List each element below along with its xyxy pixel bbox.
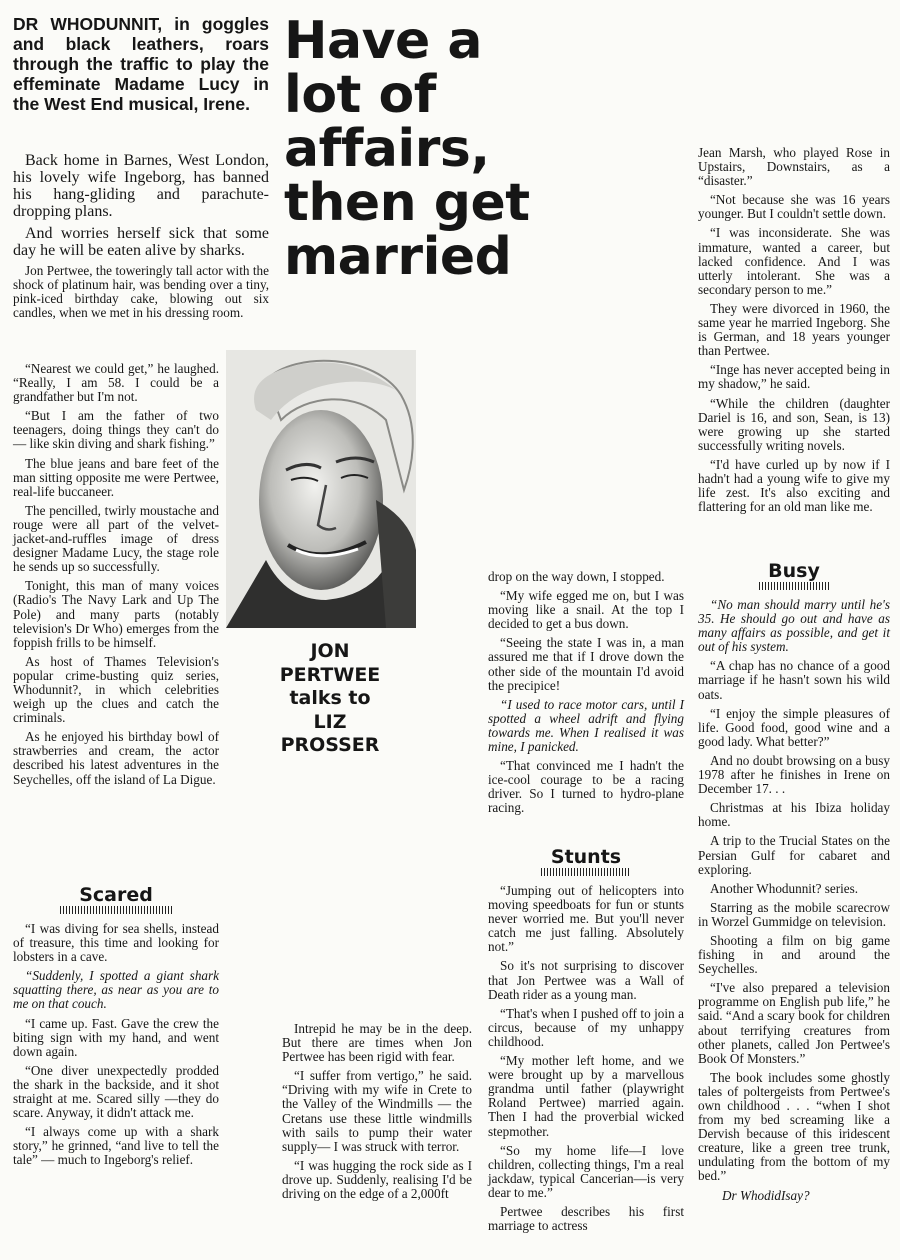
article-paragraph: “I used to race motor cars, until I spotted a wheel adrift and flying towards me. When I realised it was mine, I panicked.	[488, 696, 684, 755]
article-paragraph: “Nearest we could get,” he laughed. “Really, I am 58. I could be a grandfather but I'm not.	[13, 361, 219, 405]
article-paragraph: They were divorced in 1960, the same year he married Ingeborg. She is German, and 18 years younger than Pertwee.	[698, 300, 890, 359]
article-paragraph: Another Whodunnit? series.	[710, 880, 859, 896]
column-1-middle	[13, 362, 219, 792]
article-paragraph: “My mother left home, and we were brought up by a marvellous grandma until father (playwright Roland Pertwee) married again. Then I had the proverbial wicked stepmother.	[488, 1053, 684, 1139]
headline	[284, 11, 614, 287]
column-2	[282, 1022, 472, 1206]
headline-line: lot of	[284, 65, 436, 125]
headline-line: affairs,	[284, 119, 490, 179]
article-paragraph: Jon Pertwee, the toweringly tall actor with the shock of platinum hair, was bending over a tiny, pink-iced birthday cake, blowing out six candles, when we met in his dressing room.	[13, 263, 269, 321]
article-paragraph: “One diver unexpectedly prodded the shark in the backside, and it shot straight at me. Scared silly —they do scare. Anyway, it didn't attack me.	[13, 1062, 219, 1121]
article-paragraph: Back home in Barnes, West London, his lovely wife Ingeborg, has banned his hang-gliding and parachute-dropping plans.	[13, 152, 269, 220]
byline	[240, 640, 420, 758]
article-paragraph: “Suddenly, I spotted a giant shark squatting there, as near as you are to me on that couch.	[13, 968, 219, 1012]
article-paragraph: Shooting a film on big game fishing in and around the Seychelles.	[698, 932, 890, 977]
article-paragraph: A trip to the Trucial States on the Persian Gulf for cabaret and exploring.	[698, 833, 890, 877]
byline-line: PROSSER	[280, 734, 380, 756]
column-4-top	[698, 146, 890, 519]
article-paragraph: The book includes some ghostly tales of poltergeists from Pertwee's own childhood . . . “when I shot from my bed screaming like a Dervish because of this iridescent creature, like a green tree trunk, undulating from the bottom of my bed.”	[698, 1069, 890, 1184]
article-paragraph: “I've also prepared a television programme on English pub life,” he said. “And a scary book for children about terrifying creatures from other planets, called Jon Pertwee's Book Of Monsters.”	[698, 980, 890, 1066]
byline-line: talks to	[289, 687, 371, 709]
article-paragraph: “I always come up with a shark story,” he grinned, “and live to tell the tale” — much to Ingeborg's relief.	[13, 1124, 219, 1168]
article-paragraph: “My wife egged me on, but I was moving like a snail. At the top I decided to get a bus down.	[488, 588, 684, 632]
subheading-stunts: Stunts	[550, 846, 622, 868]
article-paragraph: “So my home life—I love children, collecting things, I'm a real jackdaw, typical Cancerian—is very dear to me.”	[488, 1142, 684, 1200]
article-paragraph: “Jumping out of helicopters into moving speedboats for fun or stunts never worried me. But you'll never catch me just falling. Absolutely not.”	[488, 883, 684, 955]
article-paragraph: “While the children (daughter Dariel is 16, and son, Sean, is 13) were growing up she started successfully writing novels.	[698, 395, 890, 453]
column-4-bottom	[698, 556, 890, 1208]
article-paragraph: “I was inconsiderate. She was immature, wanted a career, but lacked confidence. And I was utterly intolerant. She was a secondary person to me.”	[698, 225, 890, 297]
intro-paragraph: DR WHODUNNIT, in goggles and black leathers, roars through the traffic to play the effeminate Madame Lucy in the West End musical, Irene.	[13, 14, 269, 114]
subheading-rule	[541, 868, 631, 876]
article-paragraph: And worries herself sick that some day he will be eaten alive by sharks.	[13, 225, 269, 259]
article-paragraph: “That's when I pushed off to join a circus, because of my unhappy childhood.	[488, 1005, 684, 1049]
headline-line: then get	[284, 173, 530, 233]
article-paragraph: As host of Thames Television's popular crime-busting quiz series, Whodunnit?, in which celebrities weigh up the clues and catch the criminals.	[13, 653, 219, 726]
article-paragraph: “I enjoy the simple pleasures of life. Good food, good wine and a good lady. What better?”	[698, 705, 890, 749]
subheading-busy: Busy	[768, 560, 820, 582]
article-paragraph: Starring as the mobile scarecrow in Worzel Gummidge on television.	[698, 899, 890, 929]
article-paragraph: Jean Marsh, who played Rose in Upstairs, Downstairs, as a “disaster.”	[698, 145, 890, 189]
subheading-rule	[60, 906, 172, 914]
headline-line: Have a	[284, 11, 482, 71]
article-paragraph: “I'd have curled up by now if I hadn't had a young wife to give my life zest. It's also exciting and flattering for an old man like me.	[698, 456, 890, 515]
article-paragraph: “A chap has no chance of a good marriage if he hasn't sown his wild oats.	[698, 658, 890, 702]
article-paragraph: And no doubt browsing on a busy 1978 after he finishes in Irene on December 17. . .	[698, 752, 890, 797]
byline-line: PERTWEE	[279, 663, 381, 686]
article-paragraph: Intrepid he may be in the deep. But there are times when Jon Pertwee has been rigid with fear.	[282, 1021, 472, 1065]
article-paragraph: Christmas at his Ibiza holiday home.	[698, 800, 890, 830]
article-paragraph: The pencilled, twirly moustache and rouge were all part of the velvet-jacket-and-ruffles image of dress designer Madame Lucy, the stage role he sends up so successfully.	[13, 502, 219, 575]
article-paragraph: As he enjoyed his birthday bowl of strawberries and cream, the actor described his latest adventures in the Seychelles, off the island of La Digue.	[13, 729, 219, 787]
article-paragraph: “But I am the father of two teenagers, doing things they can't do — like skin diving and shark fishing.”	[13, 408, 219, 452]
article-paragraph: “I suffer from vertigo,” he said. “Driving with my wife in Crete to the Valley of the Windmills — the Cretans use these little windmills with sails to pump their water supply— I was struck with terror.	[282, 1068, 472, 1154]
article-paragraph: drop on the way down, I stopped.	[488, 569, 665, 584]
column-3-bottom	[488, 842, 684, 1238]
column-3-top	[488, 570, 684, 821]
byline-line: JON	[310, 640, 350, 662]
article-paragraph: “Inge has never accepted being in my shadow,” he said.	[698, 362, 890, 392]
article-paragraph: Tonight, this man of many voices (Radio's The Navy Lark and Up The Pole) and many parts (notably television's Dr Who) emerges from the foppish frills to be himself.	[13, 578, 219, 650]
portrait-photo-icon	[226, 350, 416, 628]
headline-line: married	[284, 227, 512, 287]
article-paragraph: “Seeing the state I was in, a man assured me that if I drove down the other side of the mountain I'd avoid the precipice!	[488, 635, 684, 693]
column-1-bottom	[13, 880, 219, 1173]
article-paragraph: “I was hugging the rock side as I drove up. Suddenly, realising I'd be driving on the edge of a 2,000ft	[282, 1157, 472, 1202]
subheading-rule	[759, 582, 829, 590]
article-paragraph: “I came up. Fast. Gave the crew the biting sign with my hand, and went down again.	[13, 1015, 219, 1059]
article-paragraph: So it's not surprising to discover that Jon Pertwee was a Wall of Death rider as a young man.	[488, 958, 684, 1002]
article-paragraph: “Not because she was 16 years younger. But I couldn't settle down.	[698, 192, 890, 222]
portrait-photo	[226, 350, 416, 628]
article-paragraph: “No man should marry until he's 35. He should go out and have as many affairs as possible, and get it out of his system.	[698, 597, 890, 655]
byline-line: LIZ	[313, 710, 347, 733]
article-paragraph: “That convinced me I hadn't the ice-cool courage to be a racing driver. So I turned to hydro-plane racing.	[488, 758, 684, 816]
article-paragraph: The blue jeans and bare feet of the man sitting opposite me were Pertwee, real-life buccaneer.	[13, 455, 219, 499]
subheading-scared: Scared	[79, 884, 153, 906]
article-paragraph: Dr WhodidIsay?	[722, 1187, 810, 1203]
column-1-top	[13, 152, 269, 325]
article-paragraph: “I was diving for sea shells, instead of treasure, this time and looking for lobsters in a cave.	[13, 921, 219, 965]
article-paragraph: Pertwee describes his first marriage to actress	[488, 1203, 684, 1234]
